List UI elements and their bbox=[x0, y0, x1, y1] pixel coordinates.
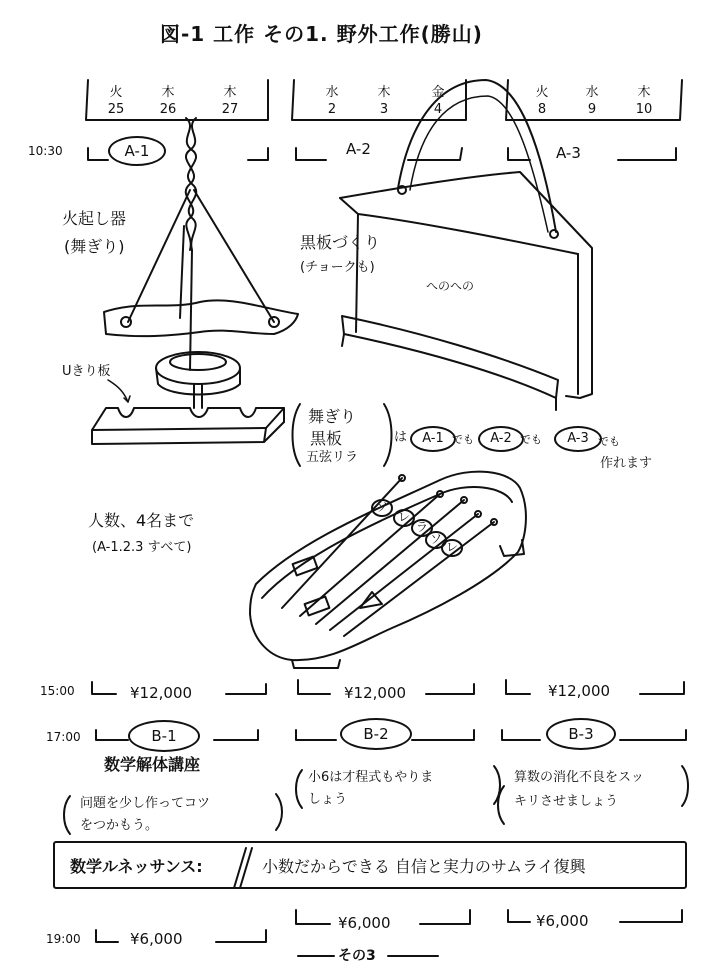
lyre-letter: レ bbox=[446, 540, 459, 554]
time-1900: 19:00 bbox=[46, 932, 81, 946]
capacity-line1: 人数、4名まで bbox=[88, 511, 195, 530]
code-a1: A-1 bbox=[108, 136, 166, 166]
bracket-b3 bbox=[502, 730, 540, 740]
note-b3-line1: 算数の消化不良をスッ bbox=[514, 770, 644, 785]
code-b1: B-1 bbox=[128, 720, 200, 752]
note2-paren-l bbox=[296, 770, 302, 808]
bracket-b2 bbox=[296, 730, 336, 740]
capacity-line2: (A-1.2.3 すべて) bbox=[92, 540, 192, 555]
bracket-p1 bbox=[92, 682, 116, 694]
bracket-p2 bbox=[298, 680, 330, 694]
bracket-a1 bbox=[88, 148, 108, 160]
bracket-c2-end bbox=[420, 910, 470, 924]
banner-left: 数学ルネッサンス: bbox=[70, 857, 203, 876]
bracket-c1 bbox=[96, 930, 118, 942]
date-col: 火 25 bbox=[107, 85, 125, 117]
bracket-a1-end bbox=[248, 148, 268, 160]
inline-code-a1: A-1 bbox=[410, 426, 456, 452]
b1-title: 数学解体講座 bbox=[104, 755, 201, 774]
price-b3: ¥6,000 bbox=[536, 912, 589, 930]
price-a1: ¥12,000 bbox=[130, 684, 193, 702]
bracket-a3-end bbox=[618, 148, 676, 160]
price-a2: ¥12,000 bbox=[344, 684, 407, 702]
bracket-p2-end bbox=[426, 684, 474, 694]
date-col: 木 10 bbox=[635, 85, 653, 117]
bracket-c3-end bbox=[620, 910, 682, 922]
lyre-letter: レ bbox=[398, 510, 411, 524]
note1-paren-l bbox=[64, 796, 70, 834]
date-col: 火 8 bbox=[535, 85, 549, 117]
date-col: 木 27 bbox=[221, 85, 239, 117]
note-b2-line1: 小6は才程式もやりま bbox=[308, 770, 434, 785]
bracket-b1-end bbox=[214, 730, 258, 740]
blackboard-sublabel: (チョークも) bbox=[300, 260, 375, 275]
time-1030: 10:30 bbox=[28, 144, 63, 158]
note3-paren-r bbox=[682, 766, 688, 806]
inline-code-a3: A-3 bbox=[554, 426, 602, 452]
fire-tool-sublabel: (舞ぎり) bbox=[64, 237, 125, 256]
board-face: へのへの bbox=[426, 279, 475, 293]
option-lyre: 五弦リラ bbox=[306, 450, 359, 465]
lyre-letter: ラ bbox=[416, 520, 429, 534]
date-col: 木 3 bbox=[377, 85, 391, 117]
page-footer: その3 bbox=[338, 948, 376, 964]
inline-code-a2: A-2 bbox=[478, 426, 524, 452]
cut-board-label: Uきり板 bbox=[62, 364, 111, 379]
option-maigiri: 舞ぎり bbox=[308, 407, 357, 426]
date-col: 金 4 bbox=[431, 85, 445, 117]
u-cut-board-drawing bbox=[92, 380, 284, 444]
price-a3: ¥12,000 bbox=[548, 682, 611, 700]
ha-particle: は bbox=[394, 430, 408, 445]
bracket-b2-end bbox=[412, 730, 474, 740]
option-blackboard: 黒板 bbox=[310, 429, 343, 448]
blackboard-label: 黒板づくり bbox=[300, 233, 381, 252]
time-1500: 15:00 bbox=[40, 684, 75, 698]
page-title: 図-1 工作 その1. 野外工作(勝山) bbox=[160, 22, 483, 46]
note1-paren-r bbox=[276, 794, 282, 830]
code-a3: A-3 bbox=[556, 144, 581, 162]
bracket-b3-end bbox=[620, 730, 686, 740]
price-b1: ¥6,000 bbox=[130, 930, 183, 948]
lyre-letter: ソ bbox=[430, 532, 443, 546]
fire-tool-label: 火起し器 bbox=[62, 209, 127, 228]
bracket-c2 bbox=[296, 910, 330, 924]
bracket-a2-end bbox=[408, 148, 462, 160]
date-col: 水 9 bbox=[585, 85, 599, 117]
code-b2: B-2 bbox=[340, 718, 412, 750]
demo-2: でも bbox=[520, 433, 542, 446]
code-a2: A-2 bbox=[346, 140, 371, 158]
bracket-p3-end bbox=[640, 682, 684, 694]
options-bracket-left bbox=[293, 404, 301, 466]
date-col: 水 2 bbox=[325, 85, 339, 117]
bracket-c3 bbox=[508, 910, 530, 922]
bracket-a2 bbox=[296, 148, 326, 160]
note-b2-line2: しょう bbox=[308, 792, 348, 807]
price-b2: ¥6,000 bbox=[338, 914, 391, 932]
date-col: 木 26 bbox=[159, 85, 177, 117]
demo-1: でも bbox=[452, 433, 474, 446]
can-make: 作れます bbox=[600, 456, 653, 471]
bracket-p3 bbox=[506, 680, 530, 694]
bracket-p1-end bbox=[226, 684, 266, 694]
note-b1-line1: 问題を少し作ってコツ bbox=[80, 796, 211, 811]
lyre-letter: ソ bbox=[376, 500, 389, 514]
options-bracket-right bbox=[384, 404, 392, 466]
bracket-c1-end bbox=[216, 930, 266, 942]
banner-right: 小数だからできる 自信と実力のサムライ復興 bbox=[262, 857, 586, 876]
note-b3-line2: キリさせましょう bbox=[514, 794, 619, 809]
bracket-b1 bbox=[96, 730, 128, 740]
demo-3: でも bbox=[598, 435, 620, 448]
time-1700: 17:00 bbox=[46, 730, 81, 744]
note-b1-line2: をつかもう。 bbox=[80, 818, 159, 833]
code-b3: B-3 bbox=[546, 718, 616, 750]
